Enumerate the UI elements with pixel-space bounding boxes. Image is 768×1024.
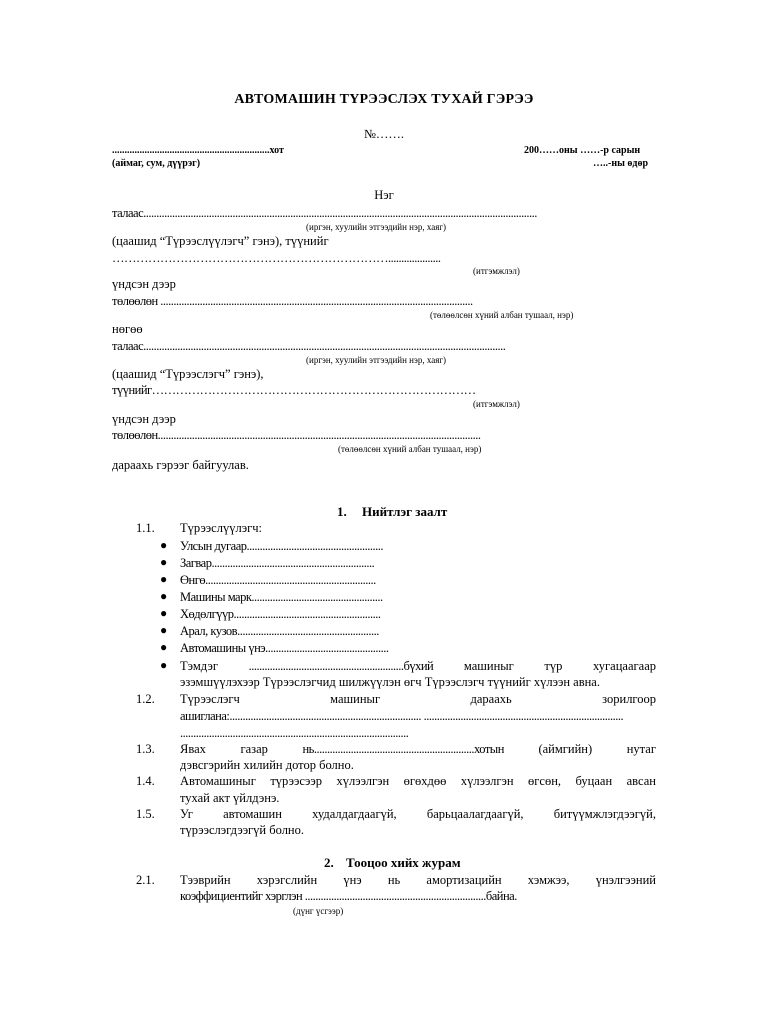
word: түр — [544, 659, 563, 673]
list-item: Автомашины үнэ............................................... — [180, 641, 389, 655]
list-item: Машины марк.................................................. — [180, 590, 383, 604]
concluded-text: дараахь гэрээг байгуулав. — [112, 458, 249, 472]
bullet-icon: ● — [160, 538, 168, 552]
clause-2-1-line-1 — [180, 873, 656, 888]
word: газар — [240, 742, 268, 756]
list-item: Өнгө................................................................. — [180, 573, 376, 587]
bullet-icon: ● — [160, 589, 168, 603]
list-item-stamp-line — [180, 659, 656, 674]
lessee-basis: үндсэн дээр — [112, 412, 176, 426]
word: хэрэгслийн — [256, 873, 318, 887]
word: буцаан — [575, 774, 613, 788]
section-1-title: Нийтлэг заалт — [362, 504, 448, 519]
word: машиныг — [463, 659, 514, 673]
clause-1-5-number: 1.5. — [136, 807, 155, 821]
clause-1-5-line-1 — [180, 807, 656, 822]
lessee-alias: (цаашид “Түрээслэгч” гэнэ), — [112, 367, 264, 381]
word: авсан — [626, 774, 656, 788]
word: амортизацийн — [426, 873, 502, 887]
lessee-from-line: талаас.......................................................................................................................................... — [112, 339, 506, 353]
word: өгөхдөө — [403, 774, 447, 788]
lessor-rep-line: төлөөлөн ....................................................................................................................... — [112, 294, 473, 308]
contract-number: №……. — [363, 127, 405, 141]
word: (аймгийн) — [538, 742, 593, 756]
lessor-alias: (цаашид “Түрээслүүлэгч” гэнэ), түүнийг — [112, 234, 329, 248]
page-title: АВТОМАШИН ТҮРЭЭСЛЭХ ТУХАЙ ГЭРЭЭ — [234, 92, 534, 107]
word: Явах — [180, 742, 206, 756]
clause-1-2-line-1 — [180, 692, 656, 707]
lessee-rep-line: төлөөлөн........................................................................................................................... — [112, 428, 481, 442]
lessee-rep-caption: (төлөөлсөн хүний албан тушаал, нэр) — [338, 444, 482, 454]
word: Тээврийн — [180, 873, 231, 887]
word: үнэ — [343, 873, 362, 887]
lessor-from-line: талаас...................................................................................................................................................... — [112, 206, 537, 220]
word: Тэмдэг — [180, 659, 218, 673]
clause-1-5-line-2: түрээслэгдээгүй болно. — [180, 823, 304, 837]
lessor-rep-caption: (төлөөлсөн хүний албан тушаал, нэр) — [430, 310, 574, 320]
party-other-label: нөгөө — [112, 322, 143, 336]
word: зорилгоор — [602, 692, 656, 706]
list-item: Хөдөлгүүр........................................................ — [180, 607, 381, 621]
bullet-icon: ● — [160, 555, 168, 569]
word: дараахь — [470, 692, 512, 706]
list-item: Улсын дугаар.................................................... — [180, 539, 384, 553]
bullet-icon: ● — [160, 572, 168, 586]
clause-2-1-number: 2.1. — [136, 873, 155, 887]
party-one-label: Нэг — [374, 188, 394, 202]
word: хэмжээ, — [527, 873, 570, 887]
clause-1-3-line-2: дэвсгэрийн хилийн дотор болно. — [180, 758, 354, 772]
date-line: 200……оны ……-р сарын — [524, 145, 641, 156]
city-line: ...............................................................хот — [112, 145, 284, 156]
lessor-authority-caption: (итгэмжлэл) — [473, 266, 520, 276]
word: битүүмжлэгдээгүй, — [553, 807, 656, 821]
city-caption: (аймаг, сум, дүүрэг) — [112, 158, 201, 169]
word: машиныг — [330, 692, 381, 706]
bullet-icon: ● — [160, 658, 168, 672]
word: нь — [387, 873, 401, 887]
lessee-rep-dots: түүнийг……………………………………………………………………… — [112, 383, 476, 397]
clause-1-2-line-3: ....................................................................................... — [180, 726, 409, 740]
word: хүлээлгэн — [336, 774, 390, 788]
word: түрээсээр — [270, 774, 323, 788]
clause-2-1-line-2: коэффициентийг хэрглэн .....................................................................байна. — [180, 889, 517, 903]
bullet-icon: ● — [160, 623, 168, 637]
bullet-icon: ● — [160, 640, 168, 654]
clause-1-2-number: 1.2. — [136, 692, 155, 706]
lessor-basis: үндсэн дээр — [112, 277, 176, 291]
amount-caption: (дүнг үсгээр) — [293, 906, 344, 916]
word: үнэлгээний — [595, 873, 656, 887]
section-2-number: 2. — [324, 855, 334, 870]
word: Уг — [180, 807, 193, 821]
bullet-icon: ● — [160, 606, 168, 620]
lessee-authority-caption: (итгэмжлэл) — [473, 399, 520, 409]
word: худалдагдаагүй, — [312, 807, 397, 821]
word: Түрээслэгч — [180, 692, 240, 706]
clause-1-2-line-2: ашиглана:......................................................................... ............................................................................ — [180, 709, 624, 723]
list-item: Арал, кузов...................................................... — [180, 624, 379, 638]
clause-1-4-line-2: тухай акт үйлдэнэ. — [180, 791, 280, 805]
lessor-rep-dots: …………………………………………………………….................... — [112, 251, 441, 265]
word: хугацаагаар — [593, 659, 656, 673]
word: нь.............................................................хотын — [302, 742, 504, 756]
clause-1-1-text: Түрээслүүлэгч: — [180, 521, 262, 535]
word: ...........................................................бүхий — [248, 659, 434, 673]
clause-1-4-line-1 — [180, 774, 656, 789]
clause-1-3-line-1 — [180, 742, 656, 757]
word: өгсөн, — [528, 774, 562, 788]
word: Автомашиныг — [180, 774, 256, 788]
list-item: Загвар.............................................................. — [180, 556, 375, 570]
clause-1-3-number: 1.3. — [136, 742, 155, 756]
clause-1-4-number: 1.4. — [136, 774, 155, 788]
word: хүлээлгэн — [460, 774, 514, 788]
list-item-stamp-continuation: эзэмшүүлэхээр Түрээслэгчид шилжүүлэн өгч Түрээслэгч түүнийг хүлээн авна. — [180, 675, 600, 689]
lessee-caption: (иргэн, хуулийн этгээдийн нэр, хаяг) — [306, 355, 447, 365]
clause-1-1-number: 1.1. — [136, 521, 155, 535]
section-1-number: 1. — [337, 504, 347, 519]
lessor-caption: (иргэн, хуулийн этгээдийн нэр, хаяг) — [306, 222, 447, 232]
word: автомашин — [223, 807, 282, 821]
word: барьцаалагдаагүй, — [426, 807, 524, 821]
section-2-title: Тооцоо хийх журам — [346, 855, 461, 870]
day-line: …..-ны өдөр — [593, 158, 649, 169]
word: нутаг — [626, 742, 656, 756]
